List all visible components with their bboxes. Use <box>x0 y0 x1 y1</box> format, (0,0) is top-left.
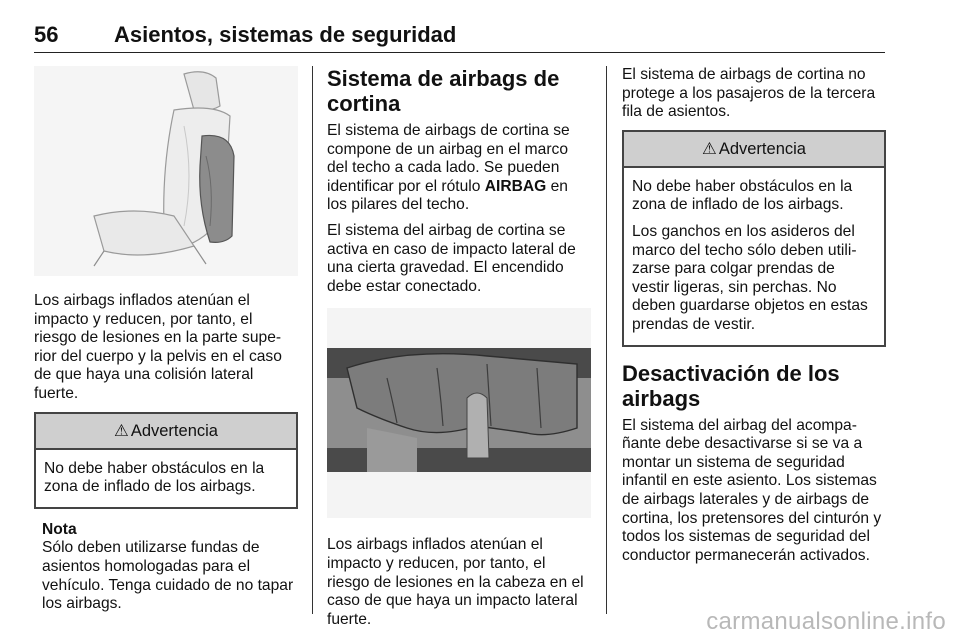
seat-airbag-image <box>34 66 298 276</box>
column-divider <box>312 66 313 614</box>
warning-icon: ⚠ <box>114 421 129 440</box>
warning-header <box>36 414 296 450</box>
page-number: 56 <box>34 22 59 47</box>
seat-airbag-illustration <box>34 66 298 276</box>
curtain-airbag-illustration <box>327 308 591 518</box>
page-header <box>34 22 885 53</box>
curtain-airbag-image <box>327 308 591 518</box>
warning-box <box>34 412 298 509</box>
section-heading: Sistema de airbags de cortina <box>327 66 560 116</box>
paragraph: El sistema del airbag del acompañante debe desactivarse si se va a montar un sistema de seguridad infantil en este asiento. Los sistemas de airbags laterales y de airbags de cortina, los pretensores del cinturón y todos los sistemas de seguridad del conductor permanecerán activados. <box>622 416 882 564</box>
warning-title: Advertencia <box>130 421 218 440</box>
note-text: Sólo deben utilizarse fundas de asientos homologadas para el vehículo. Tenga cuidado de no tapar los airbags. <box>42 539 294 613</box>
column-left <box>34 66 298 621</box>
warning-text: No debe haber obstáculos en la zona de inflado de los airbags. <box>632 177 853 214</box>
note-title: Nota <box>42 520 77 538</box>
watermark: carmanualsonline.info <box>706 608 946 635</box>
section-heading: Desactivación de los airbags <box>622 360 840 411</box>
column-middle <box>327 66 591 636</box>
warning-header <box>624 132 884 168</box>
warning-text: No debe haber obstáculos en la zona de inflado de los airbags. <box>44 459 265 496</box>
paragraph: El sistema del airbag de cortina se activa en caso de impacto lateral de una cierta gravedad. El encendido debe estar conectado. <box>327 221 576 295</box>
warning-box <box>622 130 886 347</box>
warning-icon: ⚠ <box>702 139 717 158</box>
paragraph <box>327 122 591 215</box>
paragraph: El sistema de airbags de cortina no protege a los pasajeros de la tercera fila de asientos. <box>622 66 876 121</box>
figure-caption: Los airbags inflados atenúan el impacto y reducen, por tanto, el riesgo de lesiones en la cabeza en el caso de que haya un impacto lateral fuerte. <box>327 536 584 628</box>
warning-title: Advertencia <box>718 139 806 158</box>
airbag-label: AIRBAG <box>484 177 547 195</box>
paragraph-text: El sistema de airbags de cortina se compone de un airbag en el marco del techo a cada lado. Se pueden identificar por el rótulo <box>327 122 570 195</box>
warning-text: Los ganchos en los asideros del marco del techo sólo deben utilizarse para colgar prendas de vestir ligeras, sin perchas. No deben guardarse objetos en estas prendas de vestir. <box>632 222 868 333</box>
figure-caption: Los airbags inflados atenúan el impacto y reducen, por tanto, el riesgo de lesiones en la parte superior del cuerpo y la pelvis en el caso de que haya una colisión lateral fuerte. <box>34 292 282 402</box>
page-title: Asientos, sistemas de seguridad <box>114 22 457 47</box>
paragraph-text: en los pilares del techo. <box>327 177 568 214</box>
column-right <box>622 66 886 572</box>
column-divider <box>606 66 607 614</box>
